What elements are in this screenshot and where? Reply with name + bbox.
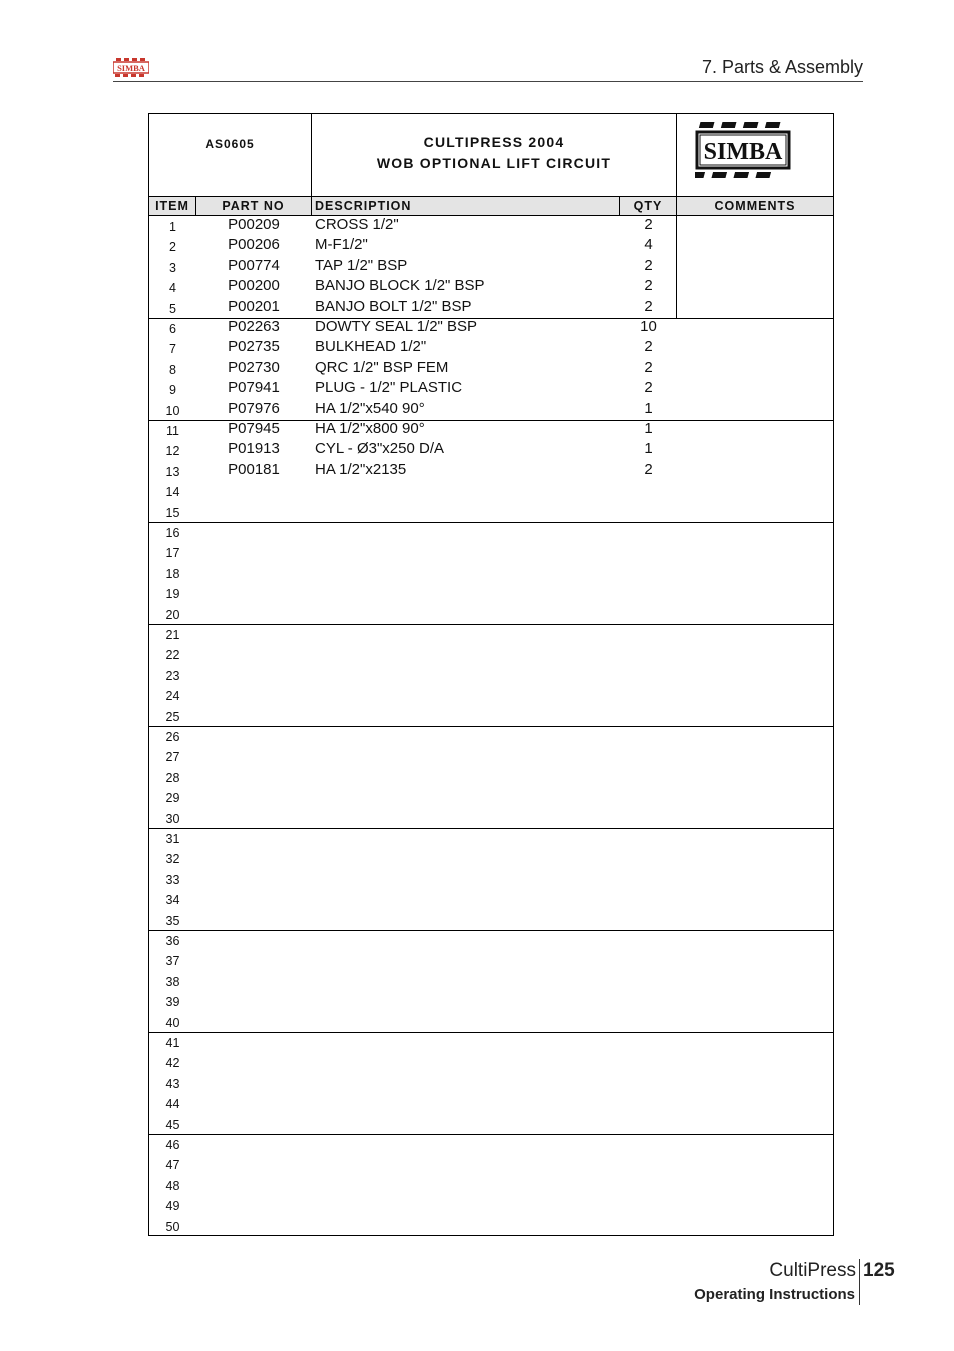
table-row <box>149 461 833 481</box>
table-row <box>149 644 833 664</box>
assembly-title-line2: WOB OPTIONAL LIFT CIRCUIT <box>376 155 612 171</box>
cell-description: QRC 1/2" BSP FEM <box>315 358 449 376</box>
cell-qty: 4 <box>644 236 653 254</box>
cell-item: 19 <box>165 587 180 602</box>
cell-item: 27 <box>165 750 180 765</box>
cell-item: 32 <box>165 852 180 867</box>
cell-item: 38 <box>165 974 180 989</box>
cell-item: 25 <box>165 709 180 724</box>
table-row <box>149 440 833 460</box>
table-row <box>149 787 833 807</box>
cell-description: CROSS 1/2" <box>315 216 399 233</box>
assembly-title-cell <box>312 114 677 196</box>
cell-part-no: P07976 <box>228 399 280 417</box>
footer-product-name: CultiPress <box>769 1260 856 1281</box>
cell-item: 5 <box>169 301 176 316</box>
table-row <box>149 502 833 522</box>
table-row <box>149 1114 833 1134</box>
cell-item: 41 <box>165 1036 180 1050</box>
table-row <box>149 563 833 583</box>
cell-description: HA 1/2"x800 90° <box>315 420 425 437</box>
table-row <box>149 1134 833 1154</box>
assembly-code-cell <box>149 114 312 196</box>
cell-item: 44 <box>165 1097 180 1112</box>
cell-qty: 2 <box>644 358 653 376</box>
table-row <box>149 216 833 236</box>
cell-item: 43 <box>165 1076 180 1091</box>
table-row <box>149 706 833 726</box>
table-row <box>149 420 833 440</box>
cell-qty: 2 <box>644 216 653 233</box>
cell-part-no: P00209 <box>228 216 280 233</box>
table-row <box>149 930 833 950</box>
cell-qty: 2 <box>644 338 653 356</box>
cell-qty: 10 <box>640 318 657 335</box>
cell-item: 47 <box>165 1158 180 1173</box>
cell-description: M-F1/2" <box>315 236 368 254</box>
table-row <box>149 1073 833 1093</box>
cell-description: CYL - Ø3"x250 D/A <box>315 440 444 458</box>
cell-item: 12 <box>165 444 180 459</box>
table-row <box>149 604 833 624</box>
table-row <box>149 848 833 868</box>
cell-part-no: P00181 <box>228 460 280 478</box>
cell-item: 16 <box>165 526 180 540</box>
simba-logo-icon <box>113 58 149 78</box>
cell-item: 9 <box>169 383 176 398</box>
cell-part-no: P02263 <box>228 318 280 335</box>
cell-item: 42 <box>165 1056 180 1071</box>
cell-part-no: P01913 <box>228 440 280 458</box>
table-row <box>149 665 833 685</box>
cell-item: 28 <box>165 770 180 785</box>
cell-item: 33 <box>165 872 180 887</box>
cell-item: 17 <box>165 546 180 561</box>
cell-item: 15 <box>165 505 180 520</box>
header-divider <box>113 81 863 82</box>
table-row <box>149 746 833 766</box>
cell-qty: 1 <box>644 399 653 417</box>
cell-item: 36 <box>165 934 180 948</box>
cell-item: 8 <box>169 362 176 377</box>
table-row <box>149 889 833 909</box>
table-row <box>149 1195 833 1215</box>
cell-item: 46 <box>165 1138 180 1152</box>
table-row <box>149 277 833 297</box>
cell-item: 37 <box>165 954 180 969</box>
table-row <box>149 522 833 542</box>
cell-item: 18 <box>165 566 180 581</box>
cell-item: 14 <box>165 485 180 500</box>
col-header-description: DESCRIPTION <box>312 197 620 215</box>
cell-part-no: P02735 <box>228 338 280 356</box>
table-row <box>149 685 833 705</box>
assembly-title-line1: CULTIPRESS 2004 <box>423 134 565 150</box>
table-row <box>149 869 833 889</box>
table-row <box>149 828 833 848</box>
col-header-qty: QTY <box>620 197 677 215</box>
cell-item: 23 <box>165 668 180 683</box>
table-row <box>149 726 833 746</box>
cell-item: 26 <box>165 730 180 744</box>
table-row <box>149 400 833 420</box>
cell-description: PLUG - 1/2" PLASTIC <box>315 379 463 397</box>
table-row <box>149 1032 833 1052</box>
table-row <box>149 910 833 930</box>
table-row <box>149 991 833 1011</box>
cell-part-no: P00200 <box>228 277 280 295</box>
cell-part-no: P00201 <box>228 297 280 315</box>
cell-qty: 1 <box>644 420 653 437</box>
table-row <box>149 767 833 787</box>
cell-qty: 2 <box>644 297 653 315</box>
cell-item: 34 <box>165 893 180 908</box>
table-row <box>149 1052 833 1072</box>
cell-description: BANJO BLOCK 1/2" BSP <box>315 277 485 295</box>
cell-qty: 1 <box>644 440 653 458</box>
cell-part-no: P07941 <box>228 379 280 397</box>
table-row <box>149 298 833 318</box>
footer-divider <box>859 1259 860 1305</box>
cell-description: TAP 1/2" BSP <box>315 256 408 274</box>
cell-item: 35 <box>165 913 180 928</box>
table-row <box>149 236 833 256</box>
table-row <box>149 808 833 828</box>
cell-item: 31 <box>165 832 180 846</box>
cell-qty: 2 <box>644 277 653 295</box>
cell-description: HA 1/2"x2135 <box>315 460 407 478</box>
column-header-row <box>149 196 833 216</box>
table-row <box>149 1154 833 1174</box>
table-row <box>149 1175 833 1195</box>
cell-item: 13 <box>165 464 180 479</box>
table-row <box>149 257 833 277</box>
table-row <box>149 950 833 970</box>
cell-item: 10 <box>165 403 180 418</box>
table-row <box>149 583 833 603</box>
cell-item: 45 <box>165 1117 180 1132</box>
page-number: 125 <box>863 1260 895 1281</box>
cell-item: 11 <box>166 424 179 438</box>
cell-part-no: P02730 <box>228 358 280 376</box>
cell-item: 20 <box>165 607 180 622</box>
svg-text:SIMBA: SIMBA <box>117 63 145 73</box>
table-row <box>149 318 833 338</box>
svg-text:SIMBA: SIMBA <box>703 139 783 165</box>
table-row <box>149 379 833 399</box>
cell-item: 40 <box>165 1015 180 1030</box>
cell-part-no: P00774 <box>228 256 280 274</box>
logo-cell <box>677 114 833 196</box>
cell-part-no: P00206 <box>228 236 280 254</box>
table-row <box>149 971 833 991</box>
cell-item: 1 <box>169 220 176 234</box>
cell-qty: 2 <box>644 379 653 397</box>
table-row <box>149 1012 833 1032</box>
cell-item: 29 <box>165 791 180 806</box>
cell-item: 6 <box>169 322 176 336</box>
cell-item: 4 <box>169 281 176 296</box>
cell-item: 3 <box>169 260 176 275</box>
table-row <box>149 624 833 644</box>
cell-item: 30 <box>165 811 180 826</box>
cell-description: HA 1/2"x540 90° <box>315 399 425 417</box>
cell-item: 22 <box>165 648 180 663</box>
cell-description: DOWTY SEAL 1/2" BSP <box>315 318 478 335</box>
col-header-comments: COMMENTS <box>714 199 796 213</box>
cell-qty: 2 <box>644 460 653 478</box>
section-title: 7. Parts & Assembly <box>701 57 863 77</box>
cell-qty: 2 <box>644 256 653 274</box>
cell-part-no: P07945 <box>228 420 280 437</box>
table-row <box>149 481 833 501</box>
cell-item: 7 <box>169 342 176 357</box>
parts-list-table <box>148 113 834 1236</box>
cell-item: 21 <box>165 628 180 642</box>
cell-description: BULKHEAD 1/2" <box>315 338 427 356</box>
table-row <box>149 359 833 379</box>
table-row <box>149 542 833 562</box>
table-row <box>149 1216 833 1236</box>
cell-item: 2 <box>169 240 176 255</box>
assembly-code: AS0605 <box>205 137 255 151</box>
cell-item: 48 <box>165 1178 180 1193</box>
col-header-part-no: PART NO <box>196 197 312 215</box>
cell-description: BANJO BOLT 1/2" BSP <box>315 297 472 315</box>
cell-item: 50 <box>165 1219 180 1234</box>
footer-subtitle: Operating Instructions <box>694 1286 855 1303</box>
table-row <box>149 1093 833 1113</box>
cell-item: 49 <box>165 1199 180 1214</box>
simba-brand-logo-icon <box>695 120 791 189</box>
col-header-item: ITEM <box>149 197 196 215</box>
cell-item: 24 <box>165 689 180 704</box>
cell-item: 39 <box>165 995 180 1010</box>
table-row <box>149 338 833 358</box>
